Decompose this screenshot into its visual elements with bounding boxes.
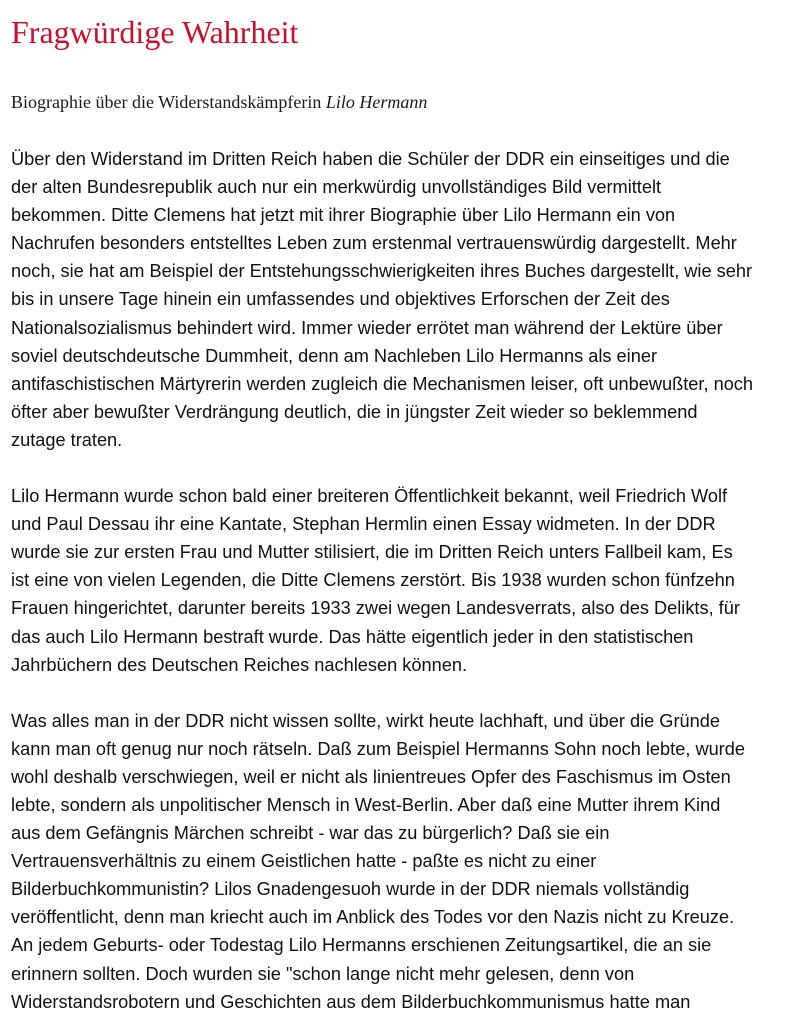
paragraph-line: kann man oft genug nur noch rätseln. Daß zum Beispiel Hermanns Sohn noch lebte, wurde — [11, 738, 745, 759]
paragraph-line: das auch Lilo Hermann bestraft wurde. Das hätte eigentlich jeder in den statistischen — [11, 626, 694, 647]
subtitle-text: Biographie über die Widerstandskämpferin — [11, 92, 326, 112]
paragraph-line: ist eine von vielen Legenden, die Ditte Clemens zerstört. Bis 1938 wurden schon fünfzehn — [11, 570, 735, 591]
paragraph-line: Frauen hingerichtet, darunter bereits 1933 zwei wegen Landesverrats, also des Delikts, für — [11, 598, 740, 619]
paragraph-line: Was alles man in der DDR nicht wissen sollte, wirkt heute lachhaft, und über die Gründe — [11, 710, 720, 731]
paragraph-line: erinnern sollten. Doch wurden sie "schon lange nicht mehr gelesen, denn von — [11, 963, 635, 984]
article-paragraph-1 — [11, 145, 787, 454]
paragraph-line: wurde sie zur ersten Frau und Mutter stilisiert, die im Dritten Reich unters Fallbeil kam, Es — [11, 542, 733, 563]
paragraph-line: bekommen. Ditte Clemens hat jetzt mit ihrer Biographie über Lilo Hermann ein von — [11, 205, 676, 226]
paragraph-line: antifaschistischen Märtyrerin werden zugleich die Mechanismen leiser, oft unbewußter, noch — [11, 373, 754, 394]
paragraph-line: lebte, sondern als unpolitischer Mensch in West-Berlin. Aber daß eine Mutter ihrem Kind — [11, 794, 721, 815]
paragraph-line: Nachrufen besonders entstelltes Leben zum erstenmal vertrauenswürdig dargestellt. Mehr — [11, 233, 737, 254]
paragraph-line: noch, sie hat am Beispiel der Entstehungsschwierigkeiten ihres Buches dargestellt, wie sehr — [11, 261, 753, 282]
paragraph-line: Bilderbuchkommunistin? Lilos Gnadengesuoh wurde in der DDR niemals vollständig — [11, 879, 690, 900]
paragraph-line: Jahrbüchern des Deutschen Reiches nachlesen können. — [11, 654, 467, 675]
paragraph-line: und Paul Dessau ihr eine Kantate, Stephan Hermlin einen Essay widmeten. In der DDR — [11, 514, 716, 535]
paragraph-line: Nationalsozialismus behindert wird. Immer wieder errötet man während der Lektüre über — [11, 317, 723, 338]
paragraph-line: zutage traten. — [11, 429, 123, 450]
article — [11, 0, 787, 1016]
paragraph-line: veröffentlicht, denn man kriecht auch im Anblick des Todes vor den Nazis nicht zu Kreuze. — [11, 907, 735, 928]
paragraph-line: Lilo Hermann wurde schon bald einer breiteren Öffentlichkeit bekannt, weil Friedrich Wolf — [11, 486, 728, 507]
paragraph-line: Widerstandsrobotern und Geschichten aus dem Bilderbuchkommunismus hatte man — [11, 991, 691, 1012]
paragraph-line: bis in unsere Tage hinein ein umfassendes und objektives Erforschen der Zeit des — [11, 289, 670, 310]
paragraph-line: wohl deshalb verschwiegen, weil er nicht als linientreues Opfer des Faschismus im Osten — [11, 766, 731, 787]
paragraph-line: der alten Bundesrepublik auch nur ein merkwürdig unvollständiges Bild vermittelt — [11, 177, 662, 198]
article-paragraph-2 — [11, 482, 787, 679]
paragraph-line: soviel deutschdeutsche Dummheit, denn am Nachleben Lilo Hermanns als einer — [11, 345, 658, 366]
article-title: Fragwürdige Wahrheit — [11, 14, 299, 50]
paragraph-line: öfter aber bewußter Verdrängung deutlich, die in jüngster Zeit wieder so beklemmend — [11, 401, 698, 422]
article-paragraph-3 — [11, 707, 787, 1016]
article-subtitle — [11, 90, 787, 114]
paragraph-line: An jedem Geburts- oder Todestag Lilo Hermanns erschienen Zeitungsartikel, die an sie — [11, 935, 712, 956]
paragraph-line: Über den Widerstand im Dritten Reich haben die Schüler der DDR ein einseitiges und die — [11, 149, 730, 169]
subtitle-person-name: Lilo Hermann — [325, 92, 428, 112]
paragraph-line: Vertrauensverhältnis zu einem Geistlichen hatte - paßte es nicht zu einer — [11, 851, 597, 872]
paragraph-line: aus dem Gefängnis Märchen schreibt - war das zu bürgerlich? Daß sie ein — [11, 823, 610, 844]
